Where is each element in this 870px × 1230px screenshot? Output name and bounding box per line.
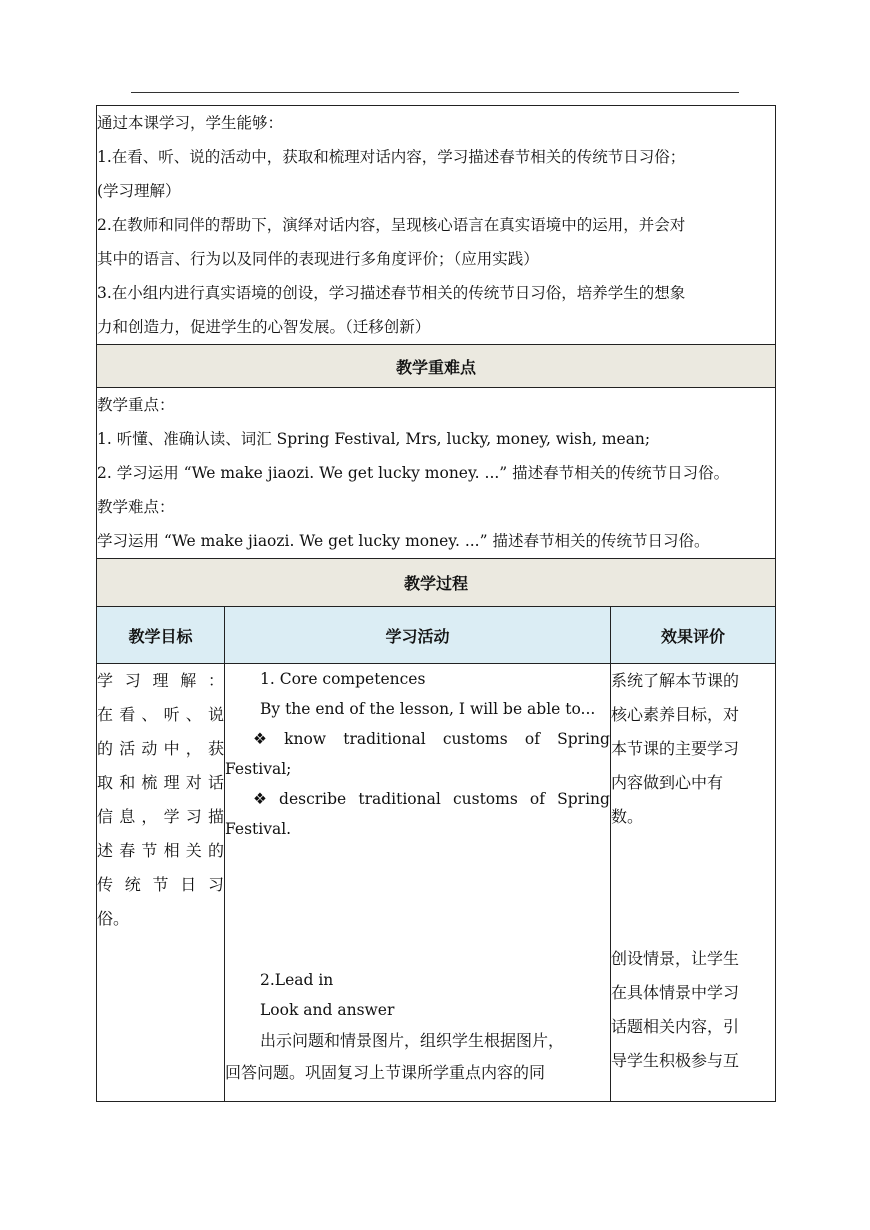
bullet-item: ❖ know traditional customs of Spring [225, 724, 610, 754]
key-point-line: 学习运用 “We make jiaozi. We get lucky money. ...” 描述春节相关的传统节日习俗。 [97, 532, 710, 550]
bullet-item-tail: Festival. [225, 820, 292, 838]
diamond-bullet-icon: ❖ [253, 790, 267, 808]
key-point-line: 1. 听懂、准确认读、词汇 Spring Festival, Mrs, lucky, money, wish, mean; [97, 430, 651, 448]
activity-title: 2.Lead in [260, 971, 334, 989]
evaluation-line: 创设情景，让学生 [611, 949, 740, 968]
goal-line: 信息，学习描 [97, 807, 224, 826]
activity-intro: By the end of the lesson, I will be able to... [260, 700, 596, 718]
goal-line: 述春节相关的 [97, 841, 224, 860]
evaluation-cell [611, 664, 776, 1102]
goal-line: 学习理解： [97, 671, 224, 690]
bullet-item-tail: Festival; [225, 760, 292, 778]
diamond-bullet-icon: ❖ [253, 730, 267, 748]
evaluation-line: 导学生积极参与互 [611, 1051, 740, 1070]
objective-line: 力和创造力，促进学生的心智发展。（迁移创新） [97, 318, 431, 336]
key-points-header: 教学重难点 [97, 345, 776, 388]
objective-line: 2.在教师和同伴的帮助下，演绎对话内容，呈现核心语言在真实语境中的运用，并会对 [97, 216, 686, 234]
objective-line: 3.在小组内进行真实语境的创设，学习描述春节相关的传统节日习俗，培养学生的想象 [97, 284, 686, 302]
goal-line: 传统节日习 [97, 875, 224, 894]
objective-line: 1.在看、听、说的活动中，获取和梳理对话内容，学习描述春节相关的传统节日习俗； [97, 148, 686, 166]
column-header-goal: 教学目标 [97, 607, 225, 664]
goal-line: 取和梳理对话 [97, 773, 224, 792]
objective-line: (学习理解） [97, 182, 181, 200]
objective-line: 其中的语言、行为以及同伴的表现进行多角度评价；（应用实践） [97, 250, 539, 268]
objectives-intro: 通过本课学习，学生能够： [97, 114, 284, 132]
activity-subtitle: Look and answer [260, 1001, 395, 1019]
goal-line: 在看、听、说 [97, 705, 224, 724]
column-header-evaluation: 效果评价 [611, 607, 776, 664]
bullet-item: ❖ describe traditional customs of Spring [225, 784, 610, 814]
objectives-cell [97, 106, 776, 345]
key-point-line: 2. 学习运用 “We make jiaozi. We get lucky money. ...” 描述春节相关的传统节日习俗。 [97, 464, 730, 482]
key-point-line: 教学难点： [97, 498, 175, 516]
key-points-cell [97, 388, 776, 559]
process-header: 教学过程 [97, 559, 776, 607]
goal-cell [97, 664, 225, 1102]
activity-title: 1. Core competences [260, 670, 426, 688]
evaluation-line: 话题相关内容，引 [611, 1017, 740, 1036]
goal-line: 俗。 [97, 909, 130, 928]
evaluation-line: 本节课的主要学习 [611, 739, 740, 758]
header-rule [131, 92, 739, 93]
column-header-activity: 学习活动 [225, 607, 611, 664]
activity-text: 出示问题和情景图片，组织学生根据图片， [260, 1031, 565, 1050]
evaluation-line: 在具体情景中学习 [611, 983, 740, 1002]
evaluation-line: 数。 [611, 807, 644, 826]
lesson-plan-table [96, 105, 776, 1102]
evaluation-line: 内容做到心中有 [611, 773, 724, 792]
evaluation-line: 系统了解本节课的 [611, 671, 740, 690]
key-point-line: 教学重点： [97, 396, 175, 414]
activity-text: 回答问题。巩固复习上节课所学重点内容的同 [225, 1063, 546, 1082]
evaluation-line: 核心素养目标，对 [611, 705, 740, 724]
goal-line: 的活动中，获 [97, 739, 224, 758]
activity-cell [225, 664, 611, 1102]
